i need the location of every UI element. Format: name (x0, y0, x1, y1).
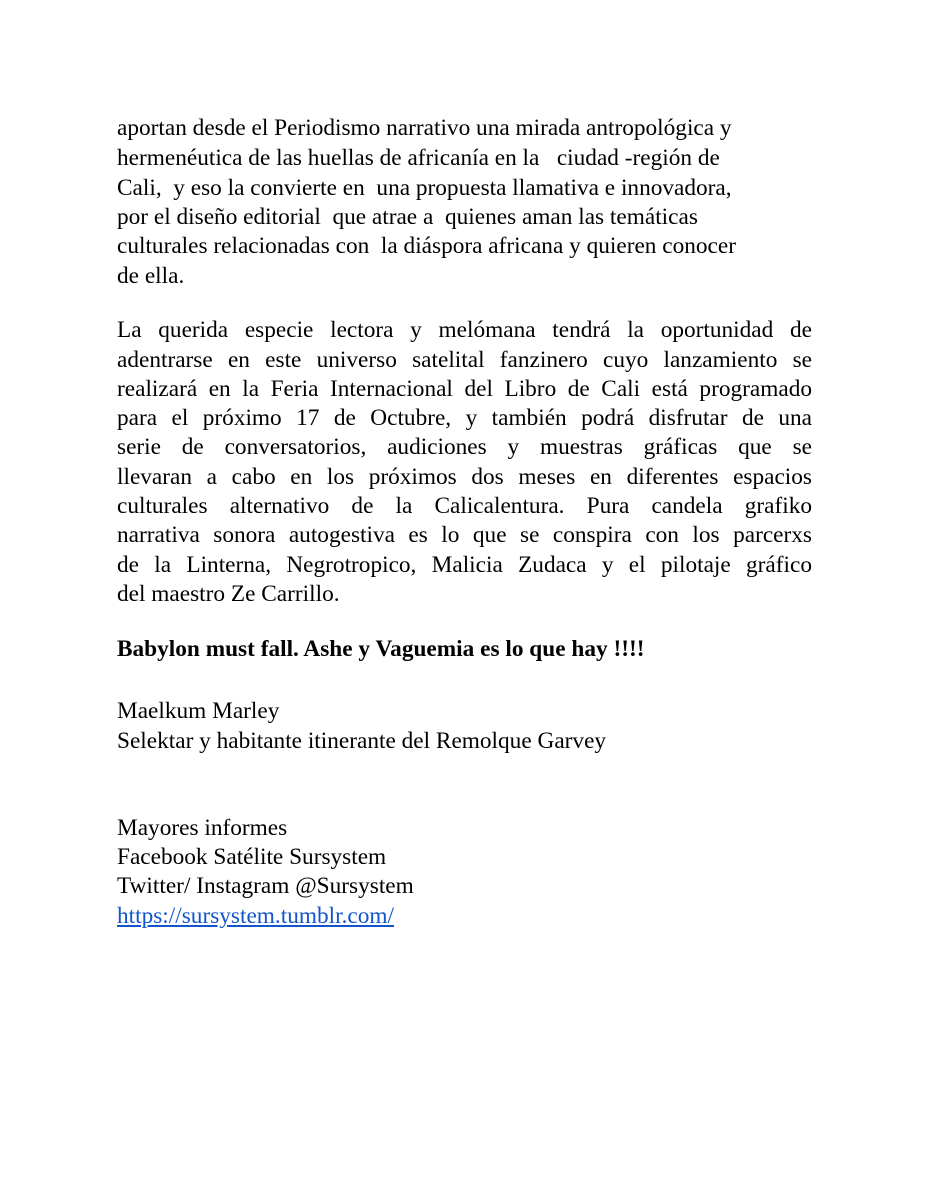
website-link[interactable]: https://sursystem.tumblr.com/ (117, 903, 394, 929)
paragraph-2-line-6: llevaran a cabo en los próximos dos meses en diferentes espacios (117, 464, 812, 490)
signature-name: Maelkum Marley (117, 698, 280, 724)
paragraph-2-line-3: realizará en la Feria Internacional del Libro de Cali está programado (117, 376, 812, 402)
paragraph-2-line-5: serie de conversatorios, audiciones y muestras gráficas que se (117, 434, 812, 460)
paragraph-1-line-1: aportan desde el Periodismo narrativo una mirada antropológica y (117, 115, 732, 141)
contact-social: Twitter/ Instagram @Sursystem (117, 873, 414, 899)
paragraph-1-line-5: culturales relacionadas con la diáspora africana y quieren conocer (117, 233, 736, 259)
paragraph-1-line-2: hermenéutica de las huellas de africanía en la ciudad -región de (117, 145, 720, 171)
paragraph-2-line-4: para el próximo 17 de Octubre, y también podrá disfrutar de una (117, 405, 812, 431)
paragraph-1-line-6: de ella. (117, 263, 185, 289)
paragraph-1-line-3: Cali, y eso la convierte en una propuesta llamativa e innovadora, (117, 175, 732, 201)
paragraph-1-line-4: por el diseño editorial que atrae a quienes aman las temáticas (117, 204, 698, 230)
paragraph-2-line-9: de la Linterna, Negrotropico, Malicia Zudaca y el pilotaje gráfico (117, 552, 812, 578)
slogan: Babylon must fall. Ashe y Vaguemia es lo que hay !!!! (117, 636, 645, 662)
contact-heading: Mayores informes (117, 815, 288, 841)
paragraph-2-line-1: La querida especie lectora y melómana tendrá la oportunidad de (117, 317, 812, 343)
signature-role: Selektar y habitante itinerante del Remolque Garvey (117, 728, 607, 754)
paragraph-2-line-10: del maestro Ze Carrillo. (117, 581, 340, 607)
paragraph-2-line-8: narrativa sonora autogestiva es lo que se conspira con los parcerxs (117, 522, 812, 548)
paragraph-2-line-7: culturales alternativo de la Calicalentura. Pura candela grafiko (117, 493, 812, 519)
paragraph-2-line-2: adentrarse en este universo satelital fanzinero cuyo lanzamiento se (117, 347, 812, 373)
contact-facebook: Facebook Satélite Sursystem (117, 844, 387, 870)
